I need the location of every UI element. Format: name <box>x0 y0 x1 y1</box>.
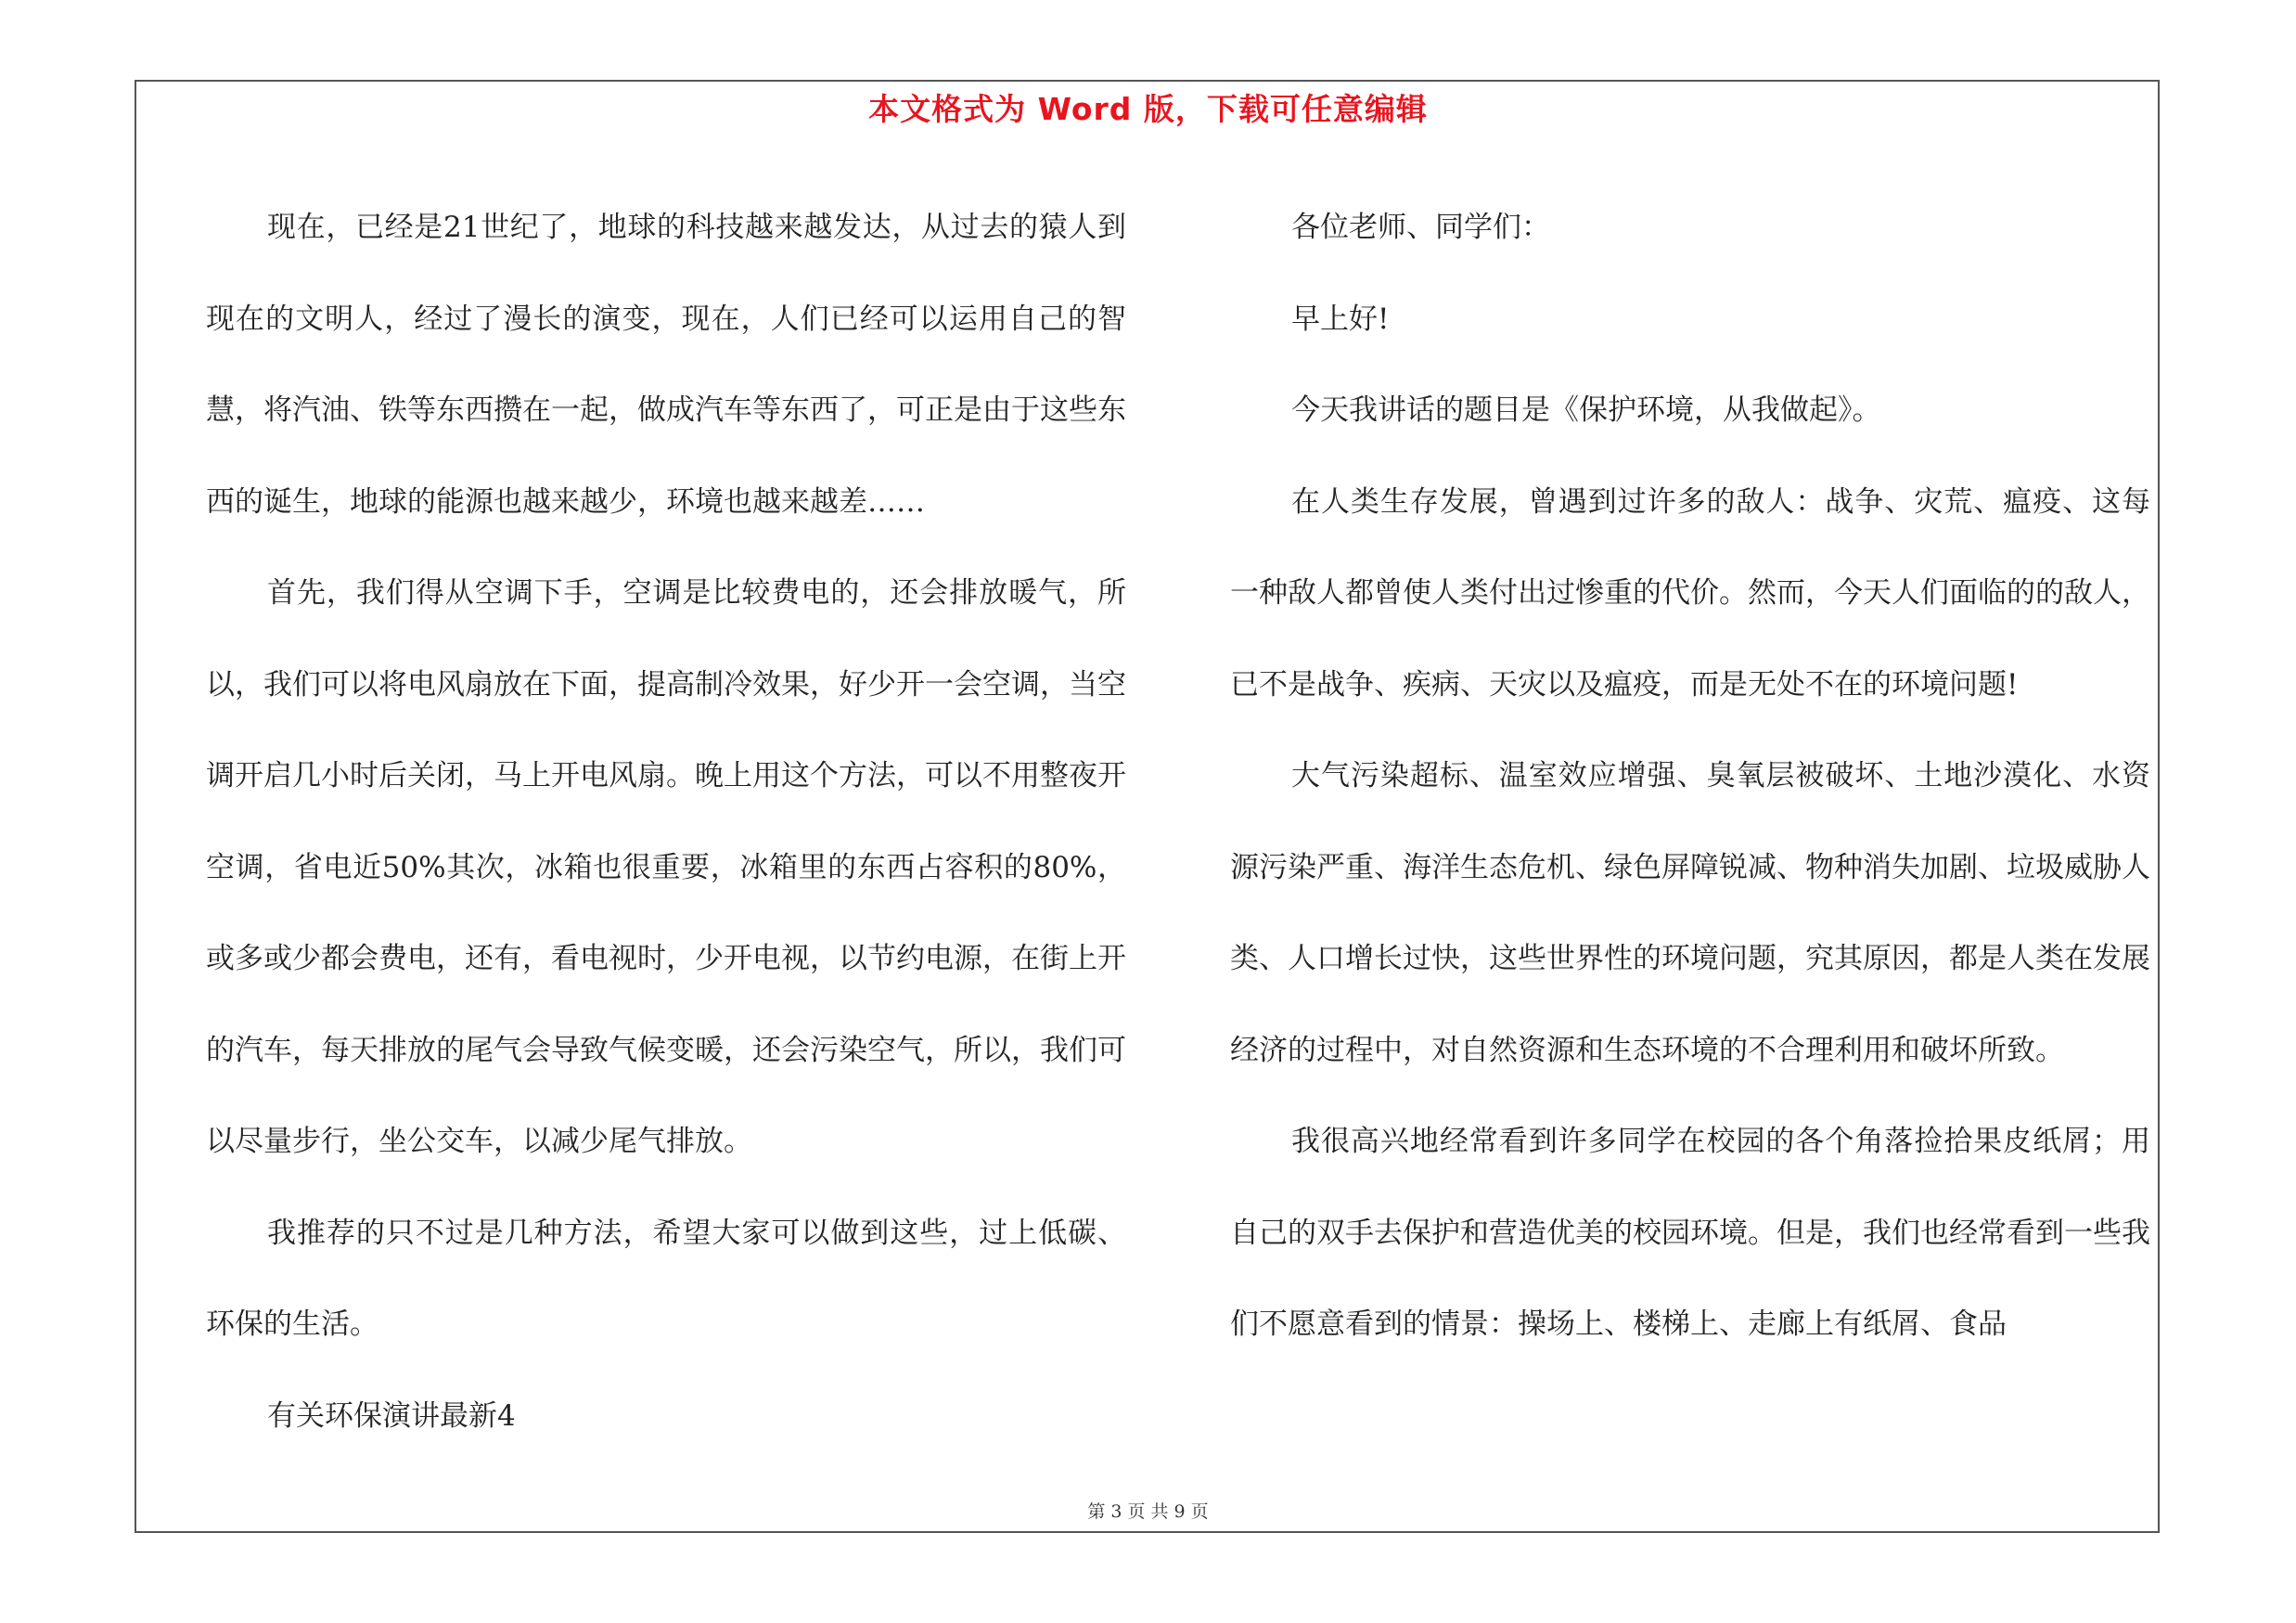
left-column <box>206 182 1126 1462</box>
paragraph: 今天我讲话的题目是《保护环境，从我做起》。 <box>1291 393 1881 427</box>
greeting: 早上好! <box>1291 302 1390 336</box>
paragraph: 我推荐的只不过是几种方法，希望大家可以做到这些，过上低碳、环保的生活。 <box>206 1216 1126 1341</box>
page-number: 第 3 页 共 9 页 <box>1087 1501 1209 1522</box>
section-heading: 有关环保演讲最新4 <box>267 1398 516 1433</box>
paragraph: 大气污染超标、温室效应增强、臭氧层被破坏、土地沙漠化、水资源污染严重、海洋生态危机、绿色屏障锐减、物种消失加剧、垃圾威胁人类、人口增长过快，这些世界性的环境问题，究其原因，都是人类在发展经济的过程中，对自然资源和生态环境的不合理利用和破坏所致。 <box>1230 759 2150 1067</box>
paragraph: 首先，我们得从空调下手，空调是比较费电的，还会排放暖气，所以，我们可以将电风扇放在下面，提高制冷效果，好少开一会空调，当空调开启几小时后关闭，马上开电风扇。晚上用这个方法，可以不用整夜开空调，省电近50%其次，冰箱也很重要，冰箱里的东西占容积的80%，或多或少都会费电，还有，看电视时，少开电视，以节约电源，在街上开的汽车，每天排放的尾气会导致气候变暖，还会污染空气，所以，我们可以尽量步行，坐公交车，以减少尾气排放。 <box>206 576 1126 1158</box>
paragraph: 我很高兴地经常看到许多同学在校园的各个角落捡拾果皮纸屑；用自己的双手去保护和营造优美的校园环境。但是，我们也经常看到一些我们不愿意看到的情景：操场上、楼梯上、走廊上有纸屑、食品 <box>1230 1125 2150 1341</box>
format-banner: 本文格式为 Word 版，下载可任意编辑 <box>868 91 1428 127</box>
paragraph: 在人类生存发展，曾遇到过许多的敌人：战争、灾荒、瘟疫、这每一种敌人都曾使人类付出过惨重的代价。然而，今天人们面临的的敌人，已不是战争、疾病、天灾以及瘟疫，而是无处不在的环境问题! <box>1230 484 2150 702</box>
paragraph: 现在，已经是21世纪了，地球的科技越来越发达，从过去的猿人到现在的文明人，经过了漫长的演变，现在，人们已经可以运用自己的智慧，将汽油、铁等东西攒在一起，做成汽车等东西了，可正是由于这些东西的诞生，地球的能源也越来越少，环境也越来越差…… <box>206 211 1126 519</box>
right-column <box>1230 182 2150 1371</box>
salutation: 各位老师、同学们： <box>1291 211 1550 244</box>
